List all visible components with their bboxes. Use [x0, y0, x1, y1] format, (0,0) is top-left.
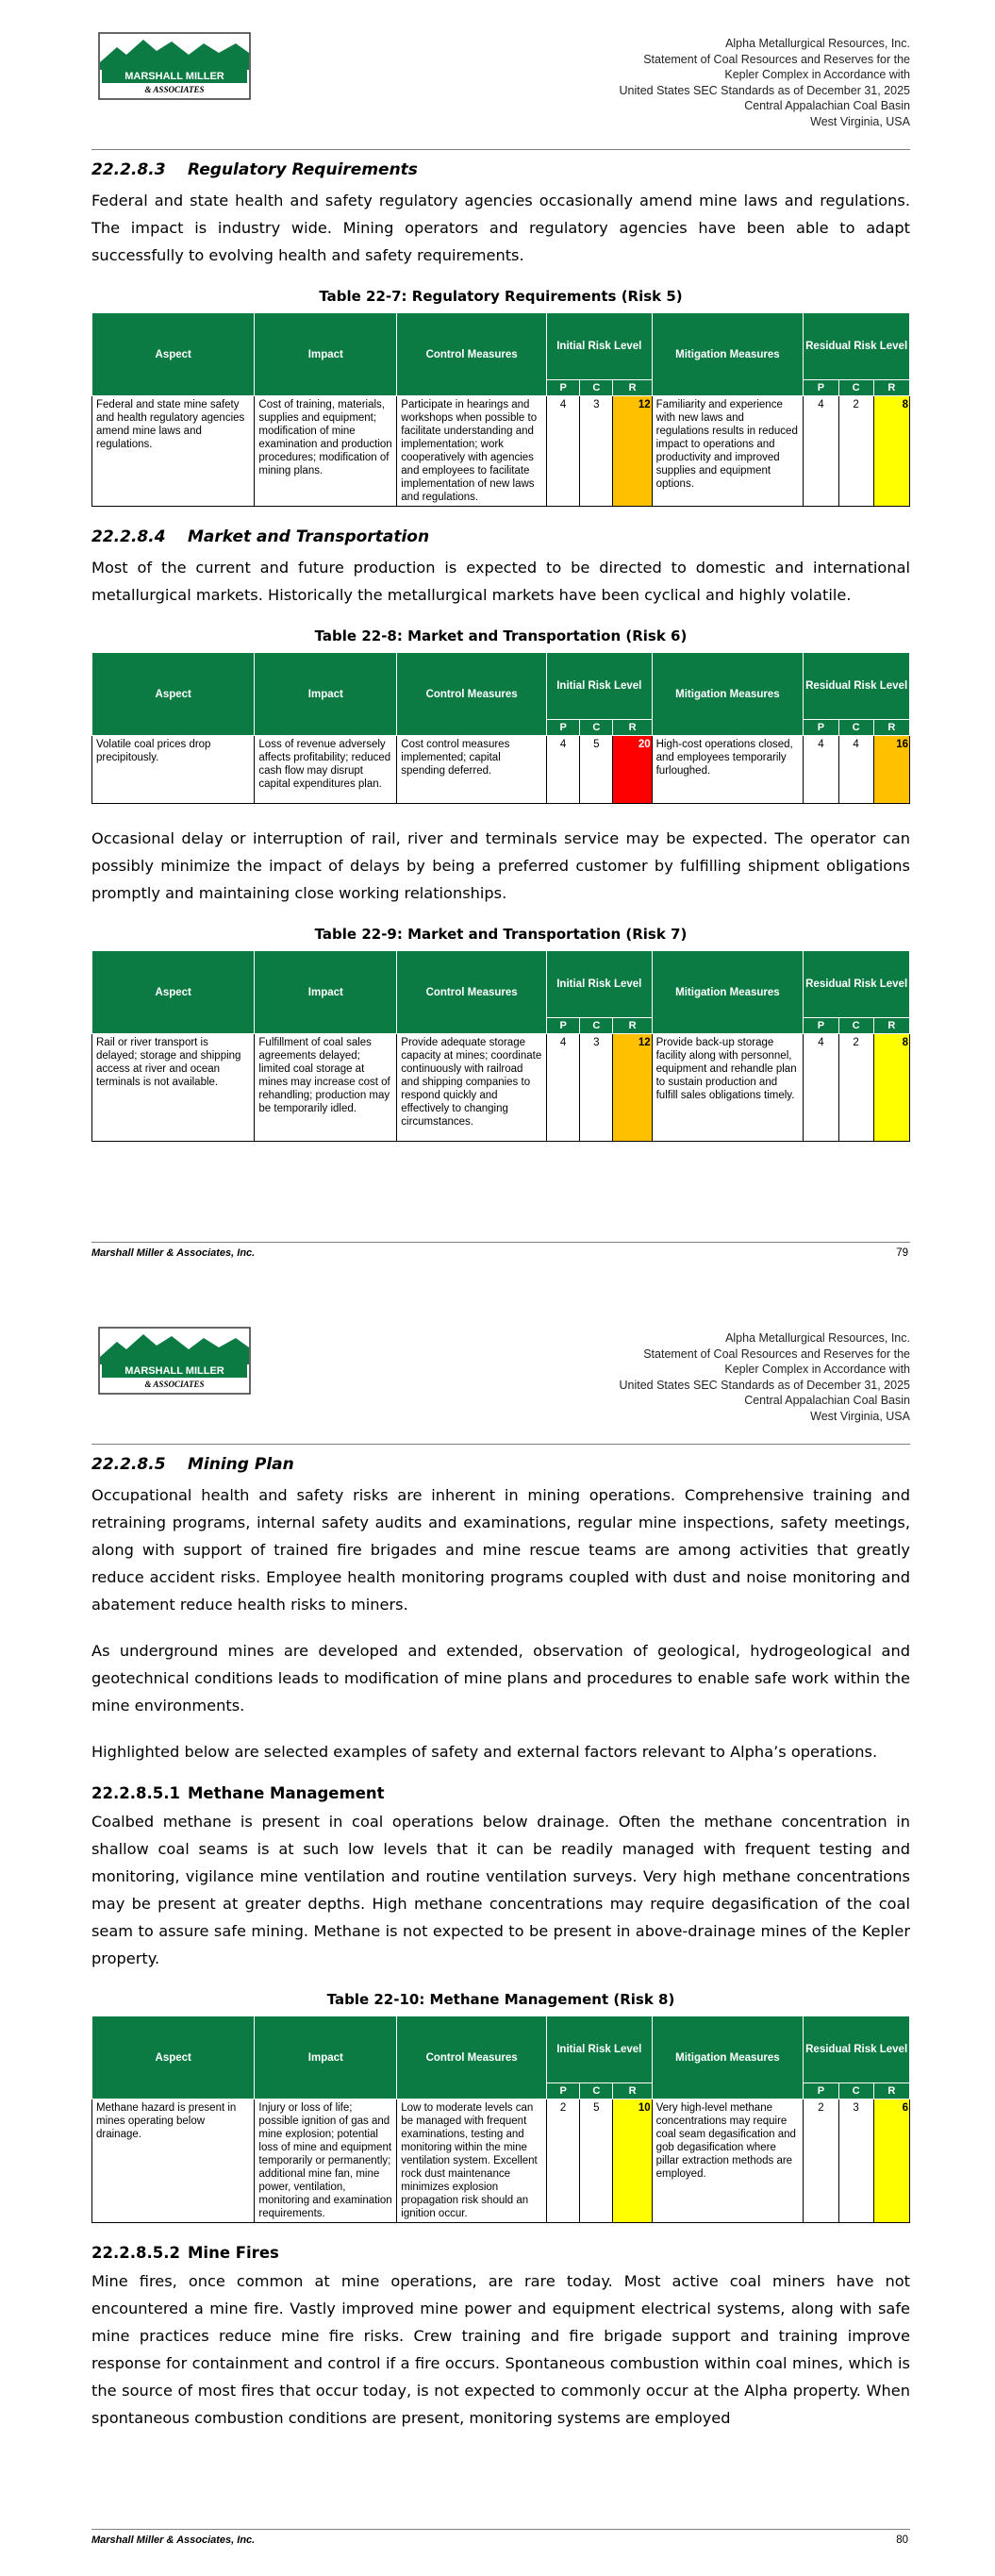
header-divider — [91, 149, 910, 150]
col-c-header: C — [838, 380, 873, 396]
aspect-cell: Methane hazard is present in mines operating below drainage. — [92, 2099, 255, 2223]
paragraph: Highlighted below are selected examples of safety and external factors relevant to Alpha’s operations. — [91, 1743, 878, 1761]
header-divider — [91, 1444, 910, 1445]
aspect-cell: Volatile coal prices drop precipitously. — [92, 736, 255, 804]
control-cell: Provide adequate storage capacity at mines; coordinate continuously with railroad and shipping companies to respond quickly and effectively to changing circumstances. — [397, 1034, 547, 1142]
col-mitigation-header: Mitigation Measures — [652, 951, 804, 1034]
col-control-header: Control Measures — [397, 313, 547, 396]
col-residual-risk-header: Residual Risk Level — [804, 951, 910, 1018]
residual-p-cell: 4 — [804, 1034, 838, 1142]
col-r-header: R — [873, 2083, 909, 2099]
col-aspect-header: Aspect — [92, 653, 255, 736]
col-p-header: P — [804, 720, 838, 736]
col-p-header: P — [546, 720, 579, 736]
col-r-header: R — [613, 380, 652, 396]
header-line: Statement of Coal Resources and Reserves for the — [643, 1347, 910, 1361]
header-line: Statement of Coal Resources and Reserves for the — [643, 52, 910, 66]
header-line: Alpha Metallurgical Resources, Inc. — [725, 1331, 910, 1345]
logo-lettering: MARSHALL MILLER — [124, 71, 224, 82]
page-content — [91, 1455, 910, 2451]
svg-text:& ASSOCIATES: & ASSOCIATES — [144, 85, 205, 94]
initial-r-cell: 20 — [613, 736, 652, 804]
residual-p-cell: 2 — [804, 2099, 838, 2223]
mitigation-cell: High-cost operations closed, and employees temporarily furloughed. — [652, 736, 804, 804]
col-initial-risk-header: Initial Risk Level — [546, 2016, 652, 2083]
mitigation-cell: Familiarity and experience with new laws and regulations results in reduced impact to operations and productivity and improved supplies and equipment options. — [652, 396, 804, 507]
aspect-cell: Federal and state mine safety and health regulatory agencies amend mine laws and regulations. — [92, 396, 255, 507]
initial-c-cell: 5 — [580, 736, 613, 804]
col-aspect-header: Aspect — [92, 951, 255, 1034]
initial-r-cell: 12 — [613, 396, 652, 507]
residual-r-cell: 16 — [873, 736, 909, 804]
section-heading: 22.2.8.5 Mining Plan — [91, 1455, 294, 1474]
initial-p-cell: 2 — [546, 2099, 579, 2223]
col-p-header: P — [546, 1018, 579, 1034]
header-line: United States SEC Standards as of December 31, 2025 — [619, 83, 910, 97]
header-line: United States SEC Standards as of December 31, 2025 — [619, 1378, 910, 1392]
col-r-header: R — [873, 380, 909, 396]
header-line: Central Appalachian Coal Basin — [744, 1394, 910, 1407]
col-initial-risk-header: Initial Risk Level — [546, 951, 652, 1018]
residual-c-cell: 2 — [838, 396, 873, 507]
table-caption: Table 22-10: Methane Management (Risk 8) — [326, 1991, 675, 2008]
control-cell: Cost control measures implemented; capital spending deferred. — [397, 736, 547, 804]
col-r-header: R — [873, 720, 909, 736]
subsection-heading: 22.2.8.5.1 Methane Management — [91, 1784, 385, 1802]
initial-r-cell: 12 — [613, 1034, 652, 1142]
footer-divider — [91, 2529, 910, 2530]
col-control-header: Control Measures — [397, 2016, 547, 2099]
header-line: Alpha Metallurgical Resources, Inc. — [725, 37, 910, 50]
logo-lettering: MARSHALL MILLER — [124, 1365, 224, 1377]
col-c-header: C — [580, 380, 613, 396]
initial-p-cell: 4 — [546, 1034, 579, 1142]
control-cell: Participate in hearings and workshops when possible to facilitate understanding and implementation; work cooperatively with agencies and employees to facilitate implementation of new laws and regulations. — [397, 396, 547, 507]
section-heading: 22.2.8.4 Market and Transportation — [91, 527, 430, 546]
col-impact-header: Impact — [255, 653, 397, 736]
impact-cell: Loss of revenue adversely affects profitability; reduced cash flow may disrupt capital expenditures plan. — [255, 736, 397, 804]
impact-cell: Injury or loss of life; possible ignition of gas and mine explosion; potential loss of mine and equipment temporarily or permanently; additional mine fan, mine power, ventilation, monitoring and examination requirements. — [255, 2099, 397, 2223]
report-header-info — [514, 1330, 910, 1424]
header-line: Kepler Complex in Accordance with — [724, 68, 910, 81]
paragraph: Coalbed methane is present in coal operations below drainage. Often the methane concentration in shallow coal seams is at such low levels that it can be readily managed with frequent testing and monitoring, vigilance mine ventilation and routine ventilation surveys. Very high methane concentrations may be present at greater depths. High methane concentrations may require degasification of the coal seam to assure safe mining. Methane is not expected to be present in above-drainage mines of the Kepler property. — [91, 1813, 910, 1967]
paragraph: Federal and state health and safety regulatory agencies occasionally amend mine laws and regulations. The impact is industry wide. Mining operators and regulatory agencies have been able to adapt successfully to evolving health and safety requirements. — [91, 192, 910, 264]
col-residual-risk-header: Residual Risk Level — [804, 2016, 910, 2083]
header-line: West Virginia, USA — [810, 114, 910, 128]
mitigation-cell: Very high-level methane concentrations may require coal seam degasification and gob degasification where pillar extraction methods are employed. — [652, 2099, 804, 2223]
initial-c-cell: 3 — [580, 1034, 613, 1142]
table-row — [92, 2099, 910, 2223]
page-number: 80 — [896, 2534, 908, 2546]
table-row — [92, 1034, 910, 1142]
paragraph: Mine fires, once common at mine operations, are rare today. Most active coal miners have not encountered a mine fire. Vastly improved mine power and equipment electrical systems, along with safe mine practices reduce mine fire risks. Crew training and fire brigade support and training improve response for containment and control if a fire occurs. Spontaneous combustion within coal mines, which is the source of most fires that occur today, is not expected to commonly occur at the Alpha property. When spontaneous combustion conditions are present, monitoring systems are employed — [91, 2272, 910, 2427]
col-initial-risk-header: Initial Risk Level — [546, 313, 652, 380]
page-79 — [0, 0, 995, 1283]
header-line: West Virginia, USA — [810, 1409, 910, 1423]
col-p-header: P — [804, 380, 838, 396]
risk-table-6 — [91, 652, 910, 804]
residual-c-cell: 4 — [838, 736, 873, 804]
col-aspect-header: Aspect — [92, 313, 255, 396]
table-row — [92, 736, 910, 804]
col-r-header: R — [613, 1018, 652, 1034]
risk-table-7 — [91, 950, 910, 1142]
col-impact-header: Impact — [255, 2016, 397, 2099]
initial-p-cell: 4 — [546, 396, 579, 507]
page-80 — [0, 1295, 995, 2576]
col-c-header: C — [838, 1018, 873, 1034]
page-number: 79 — [896, 1247, 908, 1259]
col-p-header: P — [546, 2083, 579, 2099]
col-residual-risk-header: Residual Risk Level — [804, 653, 910, 720]
paragraph: As underground mines are developed and extended, observation of geological, hydrogeological and geotechnical conditions leads to modification of mine plans and procedures to enable safe work within the mine environments. — [91, 1642, 910, 1715]
table-caption: Table 22-7: Regulatory Requirements (Risk 5) — [319, 288, 683, 305]
footer-divider — [91, 1242, 910, 1243]
col-control-header: Control Measures — [397, 951, 547, 1034]
control-cell: Low to moderate levels can be managed with frequent examinations, testing and monitoring within the mine ventilation system. Excellent rock dust maintenance minimizes explosion propagation risk should an ignition occur. — [397, 2099, 547, 2223]
col-initial-risk-header: Initial Risk Level — [546, 653, 652, 720]
residual-r-cell: 8 — [873, 396, 909, 507]
residual-c-cell: 3 — [838, 2099, 873, 2223]
impact-cell: Fulfillment of coal sales agreements delayed; limited coal storage at mines may increase cost of rehandling; production may be temporarily idled. — [255, 1034, 397, 1142]
residual-r-cell: 6 — [873, 2099, 909, 2223]
company-logo — [98, 32, 251, 100]
risk-table-8 — [91, 2016, 910, 2223]
col-p-header: P — [804, 2083, 838, 2099]
residual-p-cell: 4 — [804, 736, 838, 804]
col-r-header: R — [613, 2083, 652, 2099]
company-logo — [98, 1327, 251, 1395]
paragraph: Most of the current and future production is expected to be directed to domestic and international metallurgical markets. Historically the metallurgical markets have been cyclical and highly volatile. — [91, 559, 910, 604]
paragraph: Occupational health and safety risks are inherent in mining operations. Comprehensive training and retraining programs, internal safety audits and examinations, regular mine inspections, safety meetings, along with support of trained fire brigades and mine rescue teams are among activities that greatly reduce accident risks. Employee health monitoring programs coupled with dust and noise monitoring and abatement reduce health risks to miners. — [91, 1486, 910, 1614]
page-content — [91, 160, 910, 1163]
aspect-cell: Rail or river transport is delayed; storage and shipping access at river and ocean terminals is not available. — [92, 1034, 255, 1142]
footer-company: Marshall Miller & Associates, Inc. — [91, 2534, 256, 2546]
col-mitigation-header: Mitigation Measures — [652, 313, 804, 396]
initial-c-cell: 3 — [580, 396, 613, 507]
section-heading: 22.2.8.3 Regulatory Requirements — [91, 160, 418, 179]
col-mitigation-header: Mitigation Measures — [652, 2016, 804, 2099]
col-p-header: P — [546, 380, 579, 396]
table-caption: Table 22-9: Market and Transportation (Risk 7) — [314, 926, 688, 943]
initial-r-cell: 10 — [613, 2099, 652, 2223]
subsection-heading: 22.2.8.5.2 Mine Fires — [91, 2244, 279, 2262]
col-residual-risk-header: Residual Risk Level — [804, 313, 910, 380]
col-c-header: C — [580, 1018, 613, 1034]
initial-c-cell: 5 — [580, 2099, 613, 2223]
residual-r-cell: 8 — [873, 1034, 909, 1142]
header-line: Central Appalachian Coal Basin — [744, 99, 910, 112]
mitigation-cell: Provide back-up storage facility along with personnel, equipment and rehandle plan to sustain production and fulfill sales obligations timely. — [652, 1034, 804, 1142]
header-line: Kepler Complex in Accordance with — [724, 1363, 910, 1376]
col-aspect-header: Aspect — [92, 2016, 255, 2099]
residual-p-cell: 4 — [804, 396, 838, 507]
impact-cell: Cost of training, materials, supplies and equipment; modification of mine examination and production procedures; modification of mining plans. — [255, 396, 397, 507]
col-r-header: R — [873, 1018, 909, 1034]
paragraph: Occasional delay or interruption of rail, river and terminals service may be expected. The operator can possibly minimize the impact of delays by being a preferred customer by fulfilling shipment obligations promptly and maintaining close working relationships. — [91, 829, 910, 902]
footer-company: Marshall Miller & Associates, Inc. — [91, 1247, 256, 1259]
table-caption: Table 22-8: Market and Transportation (Risk 6) — [314, 627, 688, 644]
col-impact-header: Impact — [255, 951, 397, 1034]
col-mitigation-header: Mitigation Measures — [652, 653, 804, 736]
col-c-header: C — [580, 720, 613, 736]
initial-p-cell: 4 — [546, 736, 579, 804]
col-control-header: Control Measures — [397, 653, 547, 736]
table-row — [92, 396, 910, 507]
col-p-header: P — [804, 1018, 838, 1034]
col-r-header: R — [613, 720, 652, 736]
report-header-info — [514, 36, 910, 129]
col-c-header: C — [838, 720, 873, 736]
svg-text:& ASSOCIATES: & ASSOCIATES — [144, 1380, 205, 1389]
col-c-header: C — [580, 2083, 613, 2099]
risk-table-5 — [91, 312, 910, 507]
col-impact-header: Impact — [255, 313, 397, 396]
residual-c-cell: 2 — [838, 1034, 873, 1142]
col-c-header: C — [838, 2083, 873, 2099]
